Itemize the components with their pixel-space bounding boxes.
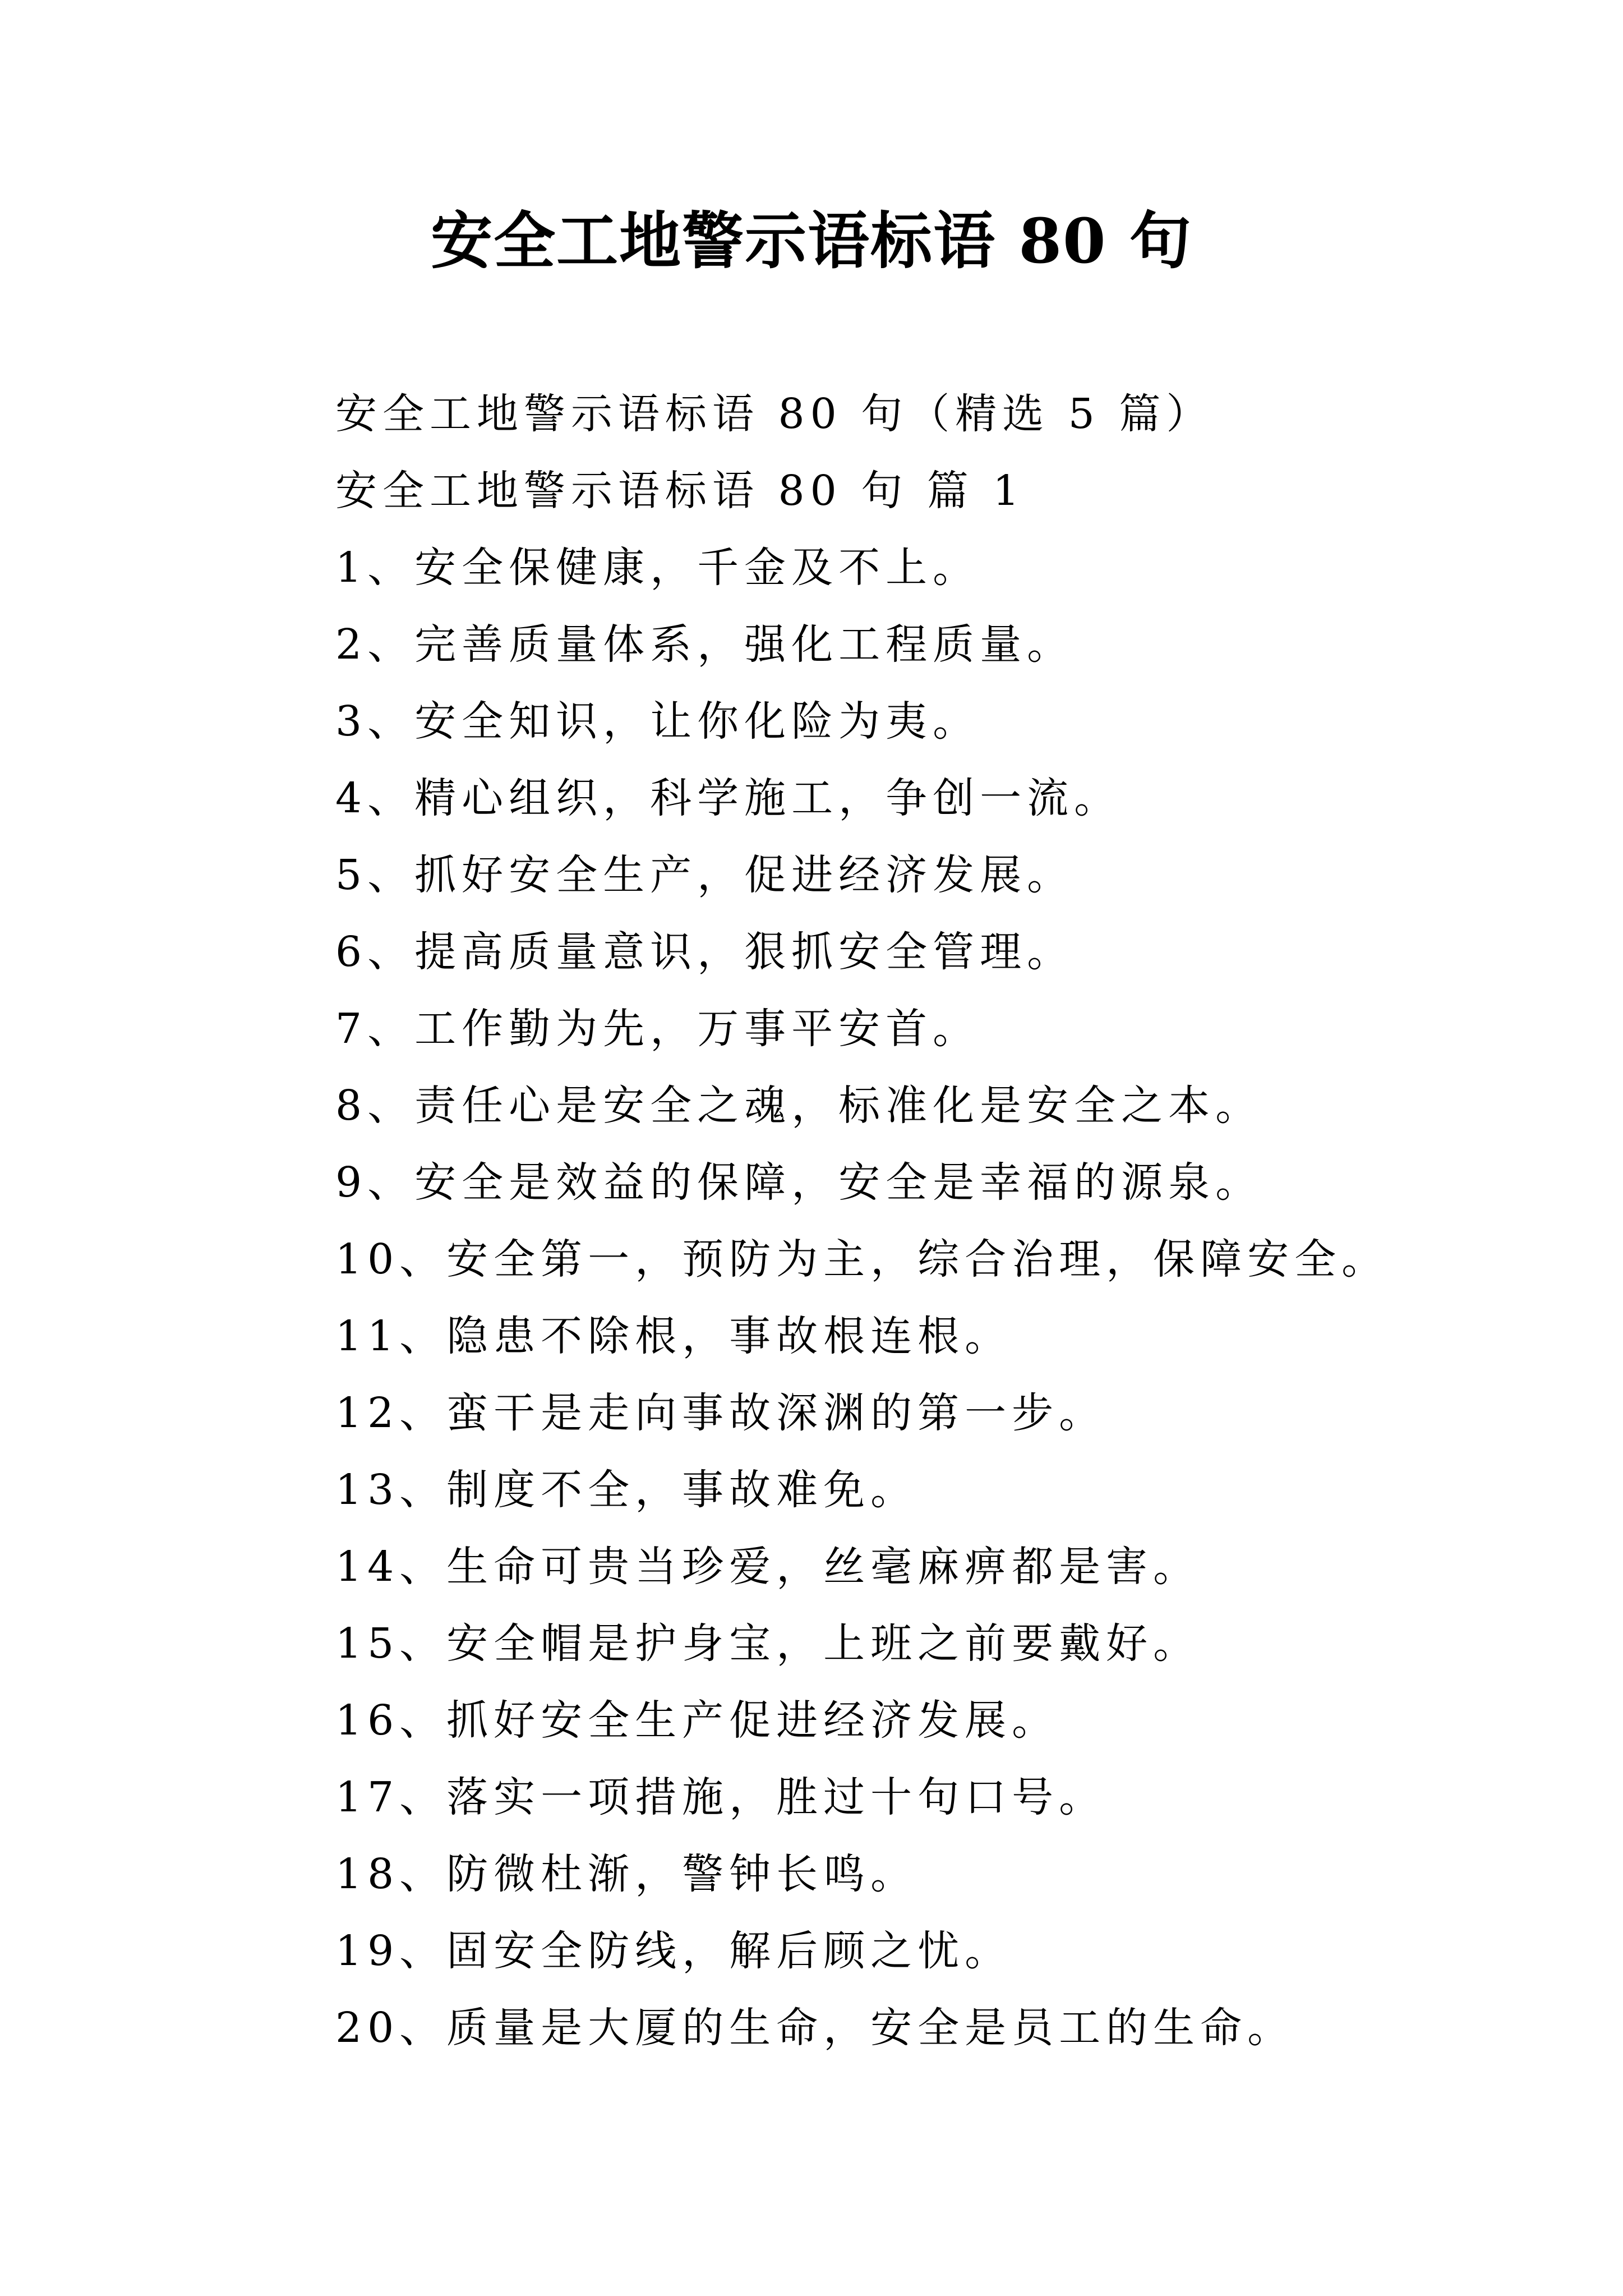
slogan-line: 7、工作勤为先，万事平安首。 — [335, 1005, 980, 1053]
document-body — [335, 376, 1524, 2067]
slogan-line: 5、抓好安全生产，促进经济发展。 — [335, 851, 1075, 899]
slogan-line: 10、安全第一，预防为主，综合治理，保障安全。 — [335, 1235, 1389, 1283]
document-title: 安全工地警示语标语 80 句 — [431, 205, 1192, 277]
slogan-line: 19、固安全防线，解后顾之忧。 — [335, 1927, 1012, 1975]
slogan-line: 15、安全帽是护身宝，上班之前要戴好。 — [335, 1619, 1201, 1668]
slogan-line: 18、防微杜渐，警钟长鸣。 — [335, 1850, 918, 1898]
slogan-line: 17、落实一项措施，胜过十句口号。 — [335, 1773, 1106, 1821]
slogan-line: 13、制度不全，事故难免。 — [335, 1466, 918, 1514]
slogan-line: 3、安全知识，让你化险为夷。 — [335, 697, 980, 746]
slogan-line: 12、蛮干是走向事故深渊的第一步。 — [335, 1389, 1106, 1437]
document-subtitle: 安全工地警示语标语 80 句（精选 5 篇） — [335, 390, 1214, 438]
slogan-line: 20、质量是大厦的生命，安全是员工的生命。 — [335, 2004, 1295, 2052]
slogan-line: 14、生命可贵当珍爱，丝毫麻痹都是害。 — [335, 1543, 1201, 1591]
slogan-line: 2、完善质量体系，强化工程质量。 — [335, 620, 1075, 669]
slogan-line: 4、精心组织，科学施工，争创一流。 — [335, 774, 1122, 822]
section-heading: 安全工地警示语标语 80 句 篇 1 — [335, 467, 1025, 515]
slogan-line: 8、责任心是安全之魂，标准化是安全之本。 — [335, 1082, 1263, 1130]
slogan-line: 16、抓好安全生产促进经济发展。 — [335, 1696, 1059, 1745]
slogan-line: 9、安全是效益的保障，安全是幸福的源泉。 — [335, 1158, 1263, 1207]
slogan-line: 11、隐患不除根，事故根连根。 — [335, 1312, 1012, 1360]
slogan-line: 6、提高质量意识，狠抓安全管理。 — [335, 928, 1075, 976]
slogan-line: 1、安全保健康，千金及不上。 — [335, 544, 980, 592]
